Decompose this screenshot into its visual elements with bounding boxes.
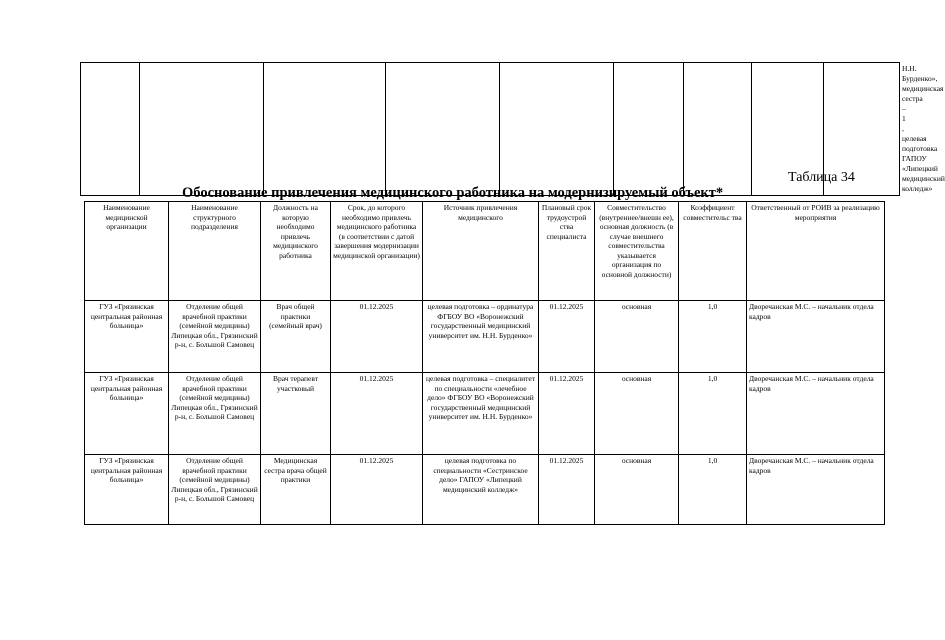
- cell-org: ГУЗ «Грязинская центральная районная больница»: [85, 455, 169, 525]
- cell-combination: основная: [595, 301, 679, 373]
- table-row: [85, 373, 885, 455]
- header-row: [85, 202, 885, 301]
- cell-coefficient: 1,0: [679, 301, 747, 373]
- cell-position: Медицинская сестра врача общей практики: [261, 455, 331, 525]
- cell-source: целевая подготовка – ординатура ФГБОУ ВО «Воронежский государственный медицинский университет им. Н.Н. Бурденко»: [423, 301, 539, 373]
- table-cell: [500, 63, 614, 196]
- table-cell: [140, 63, 264, 196]
- cell-responsible: Дворечанская М.С. – начальник отдела кадров: [747, 373, 885, 455]
- cell-deadline: 01.12.2025: [331, 301, 423, 373]
- cell-position: Врач терапевт участковый: [261, 373, 331, 455]
- cell-planned-date: 01.12.2025: [539, 301, 595, 373]
- header-deadline: Срок, до которого необходимо привлечь медицинского работника (в соответствии с датой завершения модернизации медицинской организации): [331, 202, 423, 301]
- cell-org: ГУЗ «Грязинская центральная районная больница»: [85, 301, 169, 373]
- table-title: Обоснование привлечения медицинского работника на модернизируемый объект*: [182, 185, 724, 201]
- cell-planned-date: 01.12.2025: [539, 455, 595, 525]
- header-position: Должность на которую необходимо привлечь медицинского работника: [261, 202, 331, 301]
- cell-responsible: Дворечанская М.С. – начальник отдела кадров: [747, 301, 885, 373]
- table-cell: [81, 63, 140, 196]
- cell-combination: основная: [595, 455, 679, 525]
- cell-responsible: Дворечанская М.С. – начальник отдела кадров: [747, 455, 885, 525]
- table-cell: [684, 63, 752, 196]
- cell-unit: Отделение общей врачебной практики (семейной медицины) Липецкая обл., Грязинский р-н, с. Большой Самовец: [169, 455, 261, 525]
- cell-combination: основная: [595, 373, 679, 455]
- cell-deadline: 01.12.2025: [331, 373, 423, 455]
- cell-unit: Отделение общей врачебной практики (семейной медицины) Липецкая обл., Грязинский р-н, с. Большой Самовец: [169, 301, 261, 373]
- cell-coefficient: 1,0: [679, 455, 747, 525]
- table-cell: [386, 63, 500, 196]
- cell-unit: Отделение общей врачебной практики (семейной медицины) Липецкая обл., Грязинский р-н, с. Большой Самовец: [169, 373, 261, 455]
- cell-source: целевая подготовка – специалитет по специальности «лечебное дело» ФГБОУ ВО «Воронежский государственный медицинский университет им. Н.Н. Бурденко»: [423, 373, 539, 455]
- table-row: Н.Н. Бурденко», медицинская сестра – 1 , целевая подготовка ГАПОУ «Липецкий медицинский колледж»: [81, 63, 900, 196]
- header-source: Источник привлечения медицинского: [423, 202, 539, 301]
- header-combination: Совместительство (внутреннее/внешн ее), основная должность (в случае внешнего совместительства указывается организация по основной должности): [595, 202, 679, 301]
- cell-position: Врач общей практики (семейный врач): [261, 301, 331, 373]
- cell-planned-date: 01.12.2025: [539, 373, 595, 455]
- table-cell: [614, 63, 684, 196]
- table-number: Таблица 34: [788, 170, 855, 185]
- header-unit: Наименование структурного подразделения: [169, 202, 261, 301]
- cell-source: целевая подготовка по специальности «Сестринское дело» ГАПОУ «Липецкий медицинский колледж»: [423, 455, 539, 525]
- header-coefficient: Коэффициент совместительс тва: [679, 202, 747, 301]
- staffing-table: [84, 201, 885, 525]
- cell-deadline: 01.12.2025: [331, 455, 423, 525]
- cell-org: ГУЗ «Грязинская центральная районная больница»: [85, 373, 169, 455]
- header-planned-date: Плановый срок трудоустрой ства специалиста: [539, 202, 595, 301]
- header-org: Наименование медицинской организации: [85, 202, 169, 301]
- table-row: [85, 301, 885, 373]
- table-cell: [264, 63, 386, 196]
- table-row: [85, 455, 885, 525]
- cell-coefficient: 1,0: [679, 373, 747, 455]
- header-responsible: Ответственный от РОИВ за реализацию мероприятия: [747, 202, 885, 301]
- continuation-table: [80, 62, 945, 196]
